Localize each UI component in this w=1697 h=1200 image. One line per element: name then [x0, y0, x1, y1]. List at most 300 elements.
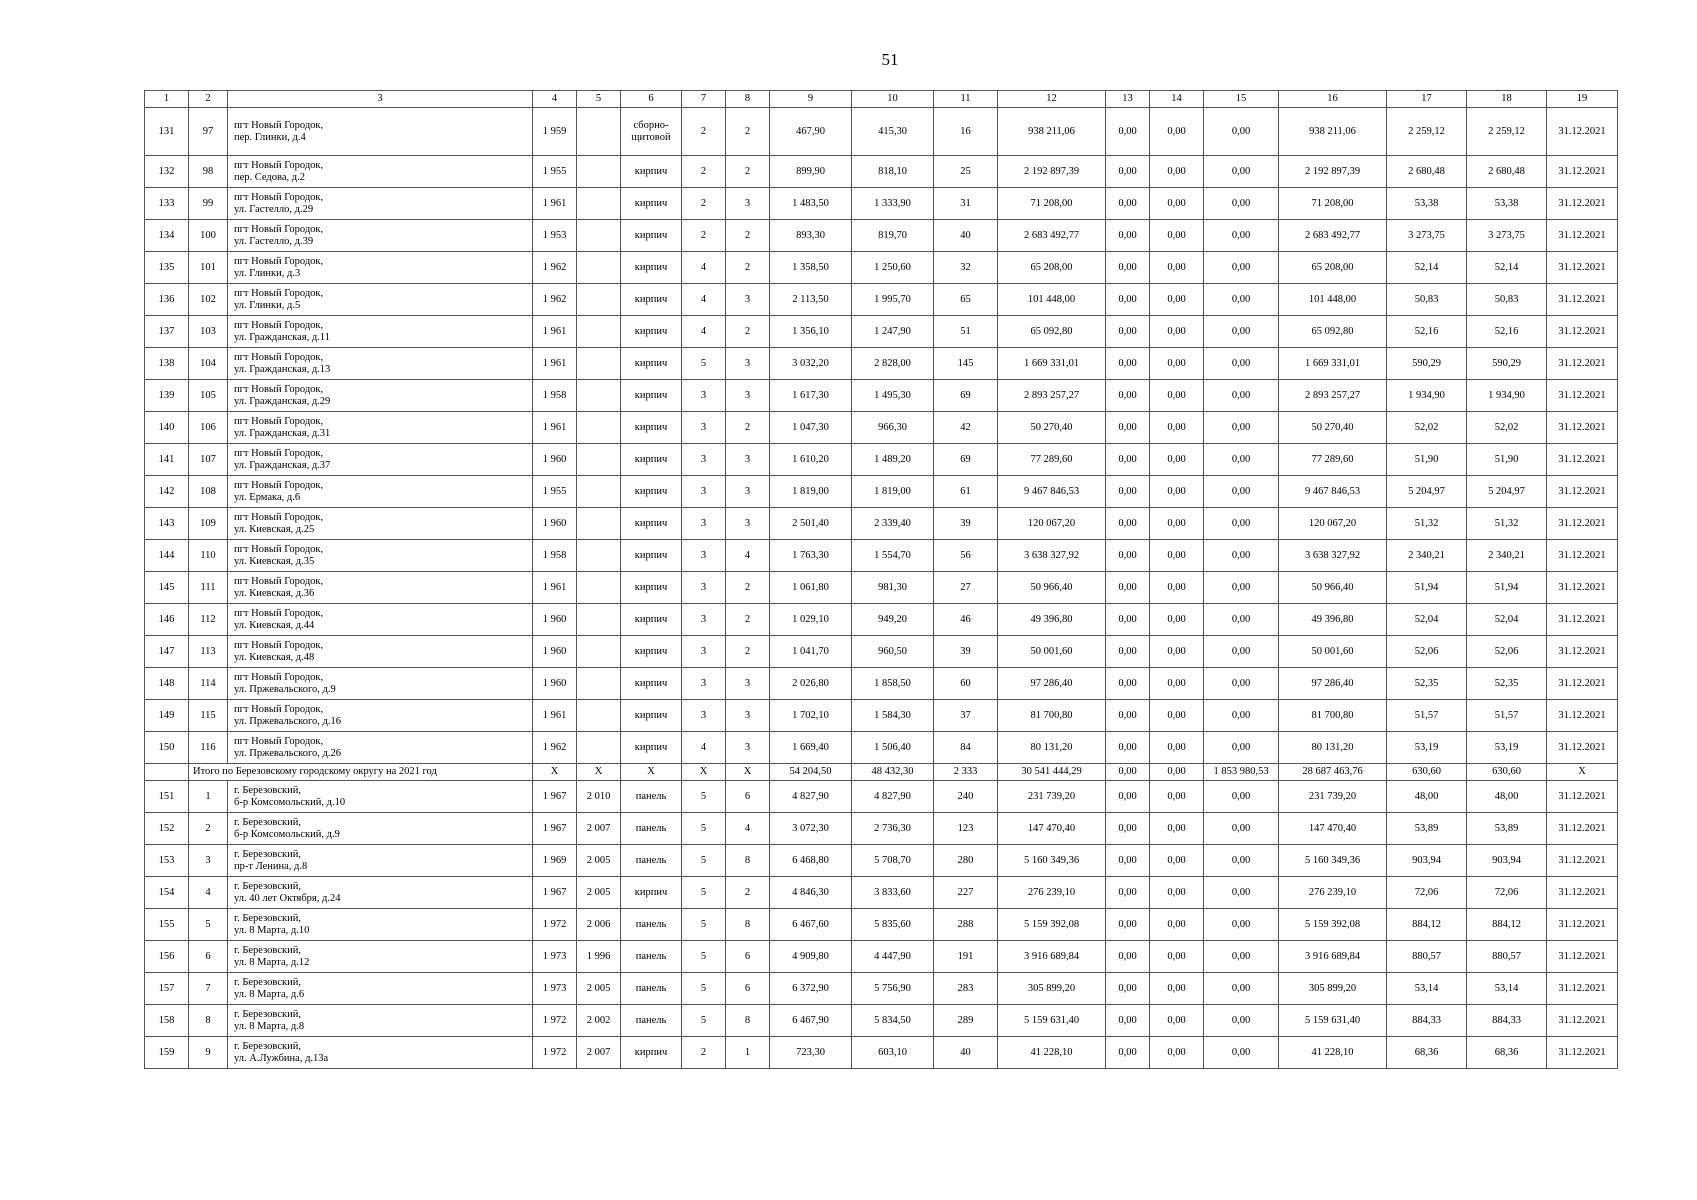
cell-col-7: 5: [682, 845, 726, 877]
cell-col-16: 3 638 327,92: [1279, 540, 1387, 572]
cell-col-11: 61: [934, 476, 998, 508]
cell-col-12: 1 669 331,01: [998, 348, 1106, 380]
cell-col-10: 1 819,00: [852, 476, 934, 508]
cell-col-6: панель: [621, 845, 682, 877]
address-cell: [228, 252, 533, 284]
cell-col-13: 0,00: [1106, 1005, 1150, 1037]
cell-col-16: 101 448,00: [1279, 284, 1387, 316]
cell-col-6: панель: [621, 813, 682, 845]
table-row: [145, 540, 1618, 572]
cell-col-13: 0,00: [1106, 941, 1150, 973]
column-number: 17: [1387, 91, 1467, 108]
cell-col-9: 1 061,80: [770, 572, 852, 604]
address-street: ул. Пржевальского, д.16: [234, 715, 341, 727]
row-number: 157: [145, 973, 189, 1005]
table-row: [145, 668, 1618, 700]
cell-col-17: 590,29: [1387, 348, 1467, 380]
cell-col-4: 1 958: [533, 380, 577, 412]
cell-col-5: [577, 316, 621, 348]
group-row-number: 2: [189, 813, 228, 845]
cell-col-5: 2 002: [577, 1005, 621, 1037]
address-street: ул. Гражданская, д.31: [234, 427, 331, 439]
cell-col-7: 4: [682, 252, 726, 284]
cell-col-14: 0,00: [1150, 941, 1204, 973]
cell-col-15: 0,00: [1204, 284, 1279, 316]
cell-col-11: 37: [934, 700, 998, 732]
cell-col-10: 5 708,70: [852, 845, 934, 877]
cell-col-10: 2 339,40: [852, 508, 934, 540]
cell-col-5: [577, 668, 621, 700]
address-street: б-р Комсомольский, д.9: [234, 828, 340, 840]
cell-col-13: 0,00: [1106, 508, 1150, 540]
cell-col-7: 3: [682, 700, 726, 732]
cell-col-8: 3: [726, 348, 770, 380]
cell-col-15: 0,00: [1204, 188, 1279, 220]
address-cell: [228, 604, 533, 636]
cell-col-18: 884,12: [1467, 909, 1547, 941]
cell-col-14: 0,00: [1150, 444, 1204, 476]
address-street: ул. Киевская, д.44: [234, 619, 315, 631]
address-cell: [228, 909, 533, 941]
cell-col-19: 31.12.2021: [1547, 604, 1618, 636]
cell-col-6: кирпич: [621, 252, 682, 284]
cell-col-18: 51,57: [1467, 700, 1547, 732]
table-row: [145, 700, 1618, 732]
cell-col-15: 0,00: [1204, 668, 1279, 700]
cell-col-6: кирпич: [621, 1037, 682, 1069]
row-number: 155: [145, 909, 189, 941]
cell-col-14: 0,00: [1150, 845, 1204, 877]
address-cell: [228, 1037, 533, 1069]
cell-col-5: [577, 636, 621, 668]
cell-col-11: 191: [934, 941, 998, 973]
cell-col-9: 2 501,40: [770, 508, 852, 540]
address-street: б-р Комсомольский, д.10: [234, 796, 346, 808]
group-row-number: 7: [189, 973, 228, 1005]
cell-col-5: 1 996: [577, 941, 621, 973]
cell-col-13: 0,00: [1106, 220, 1150, 252]
row-number: 148: [145, 668, 189, 700]
cell-col-18: 2 680,48: [1467, 156, 1547, 188]
address-locality: пгт Новый Городок,: [234, 119, 324, 131]
cell-col-11: 65: [934, 284, 998, 316]
cell-col-13: 0,00: [1106, 668, 1150, 700]
group-row-number: 8: [189, 1005, 228, 1037]
cell-col-15: 0,00: [1204, 700, 1279, 732]
cell-col-6: кирпич: [621, 444, 682, 476]
group-row-number: 106: [189, 412, 228, 444]
cell-col-11: 84: [934, 732, 998, 764]
cell-col-12: 231 739,20: [998, 781, 1106, 813]
cell-col-4: 1 955: [533, 156, 577, 188]
cell-col-19: 31.12.2021: [1547, 909, 1618, 941]
row-number: 149: [145, 700, 189, 732]
cell-col-8: 3: [726, 732, 770, 764]
cell-col-6: панель: [621, 973, 682, 1005]
cell-col-5: [577, 732, 621, 764]
cell-col-18: 72,06: [1467, 877, 1547, 909]
cell-col-5: [577, 252, 621, 284]
cell-col-18: 50,83: [1467, 284, 1547, 316]
cell-col-19: 31.12.2021: [1547, 973, 1618, 1005]
table-row: [145, 1005, 1618, 1037]
group-row-number: 100: [189, 220, 228, 252]
cell-col-4: 1 961: [533, 572, 577, 604]
address-cell: [228, 973, 533, 1005]
cell-col-8: 2: [726, 604, 770, 636]
cell-col-10: 1 554,70: [852, 540, 934, 572]
cell-col-14: 0,00: [1150, 668, 1204, 700]
table-row: [145, 877, 1618, 909]
cell-col-17: 53,38: [1387, 188, 1467, 220]
table-row: [145, 348, 1618, 380]
cell-col-14: 0,00: [1150, 508, 1204, 540]
row-number: 158: [145, 1005, 189, 1037]
cell-col-18: 53,38: [1467, 188, 1547, 220]
cell-col-4: 1 961: [533, 700, 577, 732]
table-row: [145, 220, 1618, 252]
cell-col-19: 31.12.2021: [1547, 813, 1618, 845]
address-street: ул. А.Лужбина, д.13а: [234, 1052, 329, 1064]
cell-col-13: 0,00: [1106, 572, 1150, 604]
cell-col-19: 31.12.2021: [1547, 316, 1618, 348]
cell-col-4: 1 953: [533, 220, 577, 252]
cell-col-7: 4: [682, 316, 726, 348]
cell-col-8: 4: [726, 813, 770, 845]
address-street: ул. Глинки, д.3: [234, 267, 301, 279]
cell-col-19: 31.12.2021: [1547, 252, 1618, 284]
cell-col-15: 0,00: [1204, 781, 1279, 813]
cell-col-7: 2: [682, 220, 726, 252]
cell-col-7: 4: [682, 732, 726, 764]
cell-col-15: 0,00: [1204, 252, 1279, 284]
cell-col-7: 5: [682, 877, 726, 909]
cell-col-15: 0,00: [1204, 156, 1279, 188]
address-cell: [228, 540, 533, 572]
cell-col-17: 53,89: [1387, 813, 1467, 845]
cell-col-16: 231 739,20: [1279, 781, 1387, 813]
cell-col-8: 2: [726, 252, 770, 284]
cell-col-14: 0,00: [1150, 604, 1204, 636]
cell-col-10: 818,10: [852, 156, 934, 188]
row-number: 131: [145, 108, 189, 156]
cell-col-18: 1 934,90: [1467, 380, 1547, 412]
cell-col-4: 1 960: [533, 508, 577, 540]
cell-col-11: 283: [934, 973, 998, 1005]
cell-col-18: 3 273,75: [1467, 220, 1547, 252]
cell-col-7: 3: [682, 636, 726, 668]
address-street: ул. Гастелло, д.39: [234, 235, 314, 247]
address-cell: [228, 941, 533, 973]
table-row: [145, 1037, 1618, 1069]
row-number: 153: [145, 845, 189, 877]
address-locality: пгт Новый Городок,: [234, 319, 324, 331]
cell-col-13: 0,00: [1106, 781, 1150, 813]
column-number: 10: [852, 91, 934, 108]
cell-col-9: 467,90: [770, 108, 852, 156]
group-row-number: 102: [189, 284, 228, 316]
address-street: пер. Глинки, д.4: [234, 131, 306, 143]
cell-col-8: 3: [726, 508, 770, 540]
address-street: ул. Гражданская, д.29: [234, 395, 331, 407]
cell-col-5: 2 010: [577, 781, 621, 813]
cell-col-16: 2 683 492,77: [1279, 220, 1387, 252]
table-row: [145, 444, 1618, 476]
group-row-number: 5: [189, 909, 228, 941]
cell-col-6: кирпич: [621, 316, 682, 348]
cell-col-16: 276 239,10: [1279, 877, 1387, 909]
cell-col-19: 31.12.2021: [1547, 348, 1618, 380]
cell-col-6: кирпич: [621, 877, 682, 909]
cell-col-18: 52,16: [1467, 316, 1547, 348]
cell-col-7: 3: [682, 508, 726, 540]
cell-col-10: 603,10: [852, 1037, 934, 1069]
cell-col-11: 40: [934, 1037, 998, 1069]
cell-col-4: 1 960: [533, 636, 577, 668]
cell-col-8: 2: [726, 572, 770, 604]
group-row-number: 97: [189, 108, 228, 156]
cell-col-4: 1 973: [533, 973, 577, 1005]
cell-col-15: 0,00: [1204, 348, 1279, 380]
cell-col-16: 9 467 846,53: [1279, 476, 1387, 508]
cell-col-17: 51,94: [1387, 572, 1467, 604]
cell-col-10: 5 834,50: [852, 1005, 934, 1037]
table-row: [145, 380, 1618, 412]
cell-col-16: 97 286,40: [1279, 668, 1387, 700]
cell-col-6: кирпич: [621, 668, 682, 700]
cell-col-4: 1 959: [533, 108, 577, 156]
cell-col-16: 938 211,06: [1279, 108, 1387, 156]
cell-col-11: 56: [934, 540, 998, 572]
cell-col-6: панель: [621, 781, 682, 813]
cell-col-8: 3: [726, 380, 770, 412]
cell-col-9: 6 372,90: [770, 973, 852, 1005]
cell-col-18: 903,94: [1467, 845, 1547, 877]
cell-col-14: 0,00: [1150, 909, 1204, 941]
cell-col-16: 65 092,80: [1279, 316, 1387, 348]
cell-col-8: 3: [726, 476, 770, 508]
cell-col-8: 8: [726, 1005, 770, 1037]
cell-col-12: 50 270,40: [998, 412, 1106, 444]
cell-col-12: 5 159 631,40: [998, 1005, 1106, 1037]
cell-col-16: 81 700,80: [1279, 700, 1387, 732]
cell-col-17: 2 340,21: [1387, 540, 1467, 572]
cell-col-17: 51,90: [1387, 444, 1467, 476]
cell-col-14: 0,00: [1150, 1037, 1204, 1069]
cell-col-19: 31.12.2021: [1547, 540, 1618, 572]
cell-col-5: [577, 604, 621, 636]
cell-col-6: кирпич: [621, 188, 682, 220]
row-number: 152: [145, 813, 189, 845]
column-number: 14: [1150, 91, 1204, 108]
cell-col-10: 4 447,90: [852, 941, 934, 973]
cell-col-17: 52,16: [1387, 316, 1467, 348]
cell-col-7: 5: [682, 813, 726, 845]
cell-col-14: 0,00: [1150, 732, 1204, 764]
cell-col-5: [577, 476, 621, 508]
cell-col-11: 27: [934, 572, 998, 604]
cell-col-6: кирпич: [621, 604, 682, 636]
cell-col-6: панель: [621, 941, 682, 973]
address-cell: [228, 380, 533, 412]
cell-col-7: 3: [682, 604, 726, 636]
cell-col-9: 3 072,30: [770, 813, 852, 845]
cell-col-12: 97 286,40: [998, 668, 1106, 700]
cell-col-4: 1 967: [533, 877, 577, 909]
cell-col-14: 0,00: [1150, 412, 1204, 444]
row-number: 135: [145, 252, 189, 284]
cell-col-14: 0,00: [1150, 700, 1204, 732]
address-cell: [228, 877, 533, 909]
cell-col-10: 5 835,60: [852, 909, 934, 941]
cell-col-4: 1 961: [533, 316, 577, 348]
address-locality: пгт Новый Городок,: [234, 255, 324, 267]
column-number: 13: [1106, 91, 1150, 108]
address-cell: [228, 1005, 533, 1037]
column-number: 16: [1279, 91, 1387, 108]
address-locality: г. Березовский,: [234, 816, 301, 828]
cell-col-17: 68,36: [1387, 1037, 1467, 1069]
cell-col-6: кирпич: [621, 540, 682, 572]
cell-col-15: 0,00: [1204, 476, 1279, 508]
cell-col-8: 1: [726, 1037, 770, 1069]
cell-col-15: 0,00: [1204, 636, 1279, 668]
row-number: 151: [145, 781, 189, 813]
cell-col-13: 0,00: [1106, 604, 1150, 636]
cell-col-13: 0,00: [1106, 252, 1150, 284]
cell-col-10: 1 858,50: [852, 668, 934, 700]
cell-col-12: 2 893 257,27: [998, 380, 1106, 412]
cell-col-9: 6 468,80: [770, 845, 852, 877]
cell-col-15: 0,00: [1204, 508, 1279, 540]
cell-col-4: 1 972: [533, 1005, 577, 1037]
cell-col-9: 6 467,90: [770, 1005, 852, 1037]
address-street: ул. Пржевальского, д.9: [234, 683, 336, 695]
cell-col-16: 1 669 331,01: [1279, 348, 1387, 380]
cell-col-13: 0,00: [1106, 316, 1150, 348]
address-locality: пгт Новый Городок,: [234, 447, 324, 459]
cell-col-17: 52,04: [1387, 604, 1467, 636]
row-number: 133: [145, 188, 189, 220]
address-cell: [228, 412, 533, 444]
cell-col-12: 50 001,60: [998, 636, 1106, 668]
cell-col-18: 884,33: [1467, 1005, 1547, 1037]
group-row-number: 104: [189, 348, 228, 380]
total-col-13: 0,00: [1106, 764, 1150, 781]
cell-col-6: кирпич: [621, 700, 682, 732]
cell-col-4: 1 961: [533, 188, 577, 220]
cell-col-12: 3 916 689,84: [998, 941, 1106, 973]
cell-col-8: 8: [726, 845, 770, 877]
column-number: 9: [770, 91, 852, 108]
cell-col-16: 120 067,20: [1279, 508, 1387, 540]
cell-col-17: 1 934,90: [1387, 380, 1467, 412]
cell-col-10: 1 247,90: [852, 316, 934, 348]
address-locality: пгт Новый Городок,: [234, 639, 324, 651]
column-number: 11: [934, 91, 998, 108]
cell-col-4: 1 955: [533, 476, 577, 508]
cell-col-9: 1 041,70: [770, 636, 852, 668]
cell-col-8: 2: [726, 412, 770, 444]
address-cell: [228, 156, 533, 188]
cell-col-9: 1 617,30: [770, 380, 852, 412]
cell-col-12: 50 966,40: [998, 572, 1106, 604]
cell-col-16: 41 228,10: [1279, 1037, 1387, 1069]
cell-col-16: 2 192 897,39: [1279, 156, 1387, 188]
cell-col-18: 52,06: [1467, 636, 1547, 668]
cell-col-19: 31.12.2021: [1547, 444, 1618, 476]
cell-col-8: 2: [726, 877, 770, 909]
cell-col-8: 8: [726, 909, 770, 941]
cell-col-13: 0,00: [1106, 284, 1150, 316]
row-number: 146: [145, 604, 189, 636]
cell-col-16: 50 966,40: [1279, 572, 1387, 604]
cell-col-14: 0,00: [1150, 973, 1204, 1005]
table-row: [145, 909, 1618, 941]
cell-col-14: 0,00: [1150, 781, 1204, 813]
cell-col-18: 5 204,97: [1467, 476, 1547, 508]
column-number: 1: [145, 91, 189, 108]
cell-col-19: 31.12.2021: [1547, 1037, 1618, 1069]
cell-col-17: 903,94: [1387, 845, 1467, 877]
cell-col-19: 31.12.2021: [1547, 877, 1618, 909]
cell-col-6: кирпич: [621, 220, 682, 252]
address-locality: пгт Новый Городок,: [234, 543, 324, 555]
cell-col-14: 0,00: [1150, 380, 1204, 412]
cell-col-5: 2 005: [577, 845, 621, 877]
cell-col-10: 2 736,30: [852, 813, 934, 845]
cell-col-6: кирпич: [621, 156, 682, 188]
cell-col-17: 52,06: [1387, 636, 1467, 668]
cell-col-7: 5: [682, 348, 726, 380]
address-street: ул. Киевская, д.36: [234, 587, 315, 599]
group-row-number: 99: [189, 188, 228, 220]
cell-col-18: 52,02: [1467, 412, 1547, 444]
cell-col-15: 0,00: [1204, 732, 1279, 764]
cell-col-4: 1 961: [533, 412, 577, 444]
row-number: 140: [145, 412, 189, 444]
cell-col-8: 3: [726, 668, 770, 700]
cell-col-17: 3 273,75: [1387, 220, 1467, 252]
cell-col-13: 0,00: [1106, 732, 1150, 764]
cell-col-5: [577, 700, 621, 732]
cell-col-15: 0,00: [1204, 941, 1279, 973]
cell-col-11: 69: [934, 444, 998, 476]
cell-col-5: 2 005: [577, 877, 621, 909]
table-row: [145, 604, 1618, 636]
cell-col-12: 5 160 349,36: [998, 845, 1106, 877]
cell-col-7: 3: [682, 412, 726, 444]
group-row-number: 110: [189, 540, 228, 572]
total-col-4: X: [533, 764, 577, 781]
total-col-9: 54 204,50: [770, 764, 852, 781]
cell-col-15: 0,00: [1204, 813, 1279, 845]
cell-col-9: 6 467,60: [770, 909, 852, 941]
group-row-number: 1: [189, 781, 228, 813]
cell-col-19: 31.12.2021: [1547, 636, 1618, 668]
address-cell: [228, 316, 533, 348]
total-col-18: 630,60: [1467, 764, 1547, 781]
cell-col-14: 0,00: [1150, 476, 1204, 508]
address-cell: [228, 284, 533, 316]
cell-col-8: 2: [726, 636, 770, 668]
table-row: [145, 781, 1618, 813]
cell-col-7: 3: [682, 444, 726, 476]
cell-col-5: 2 007: [577, 813, 621, 845]
address-cell: [228, 700, 533, 732]
address-locality: г. Березовский,: [234, 784, 301, 796]
cell-col-18: 52,35: [1467, 668, 1547, 700]
